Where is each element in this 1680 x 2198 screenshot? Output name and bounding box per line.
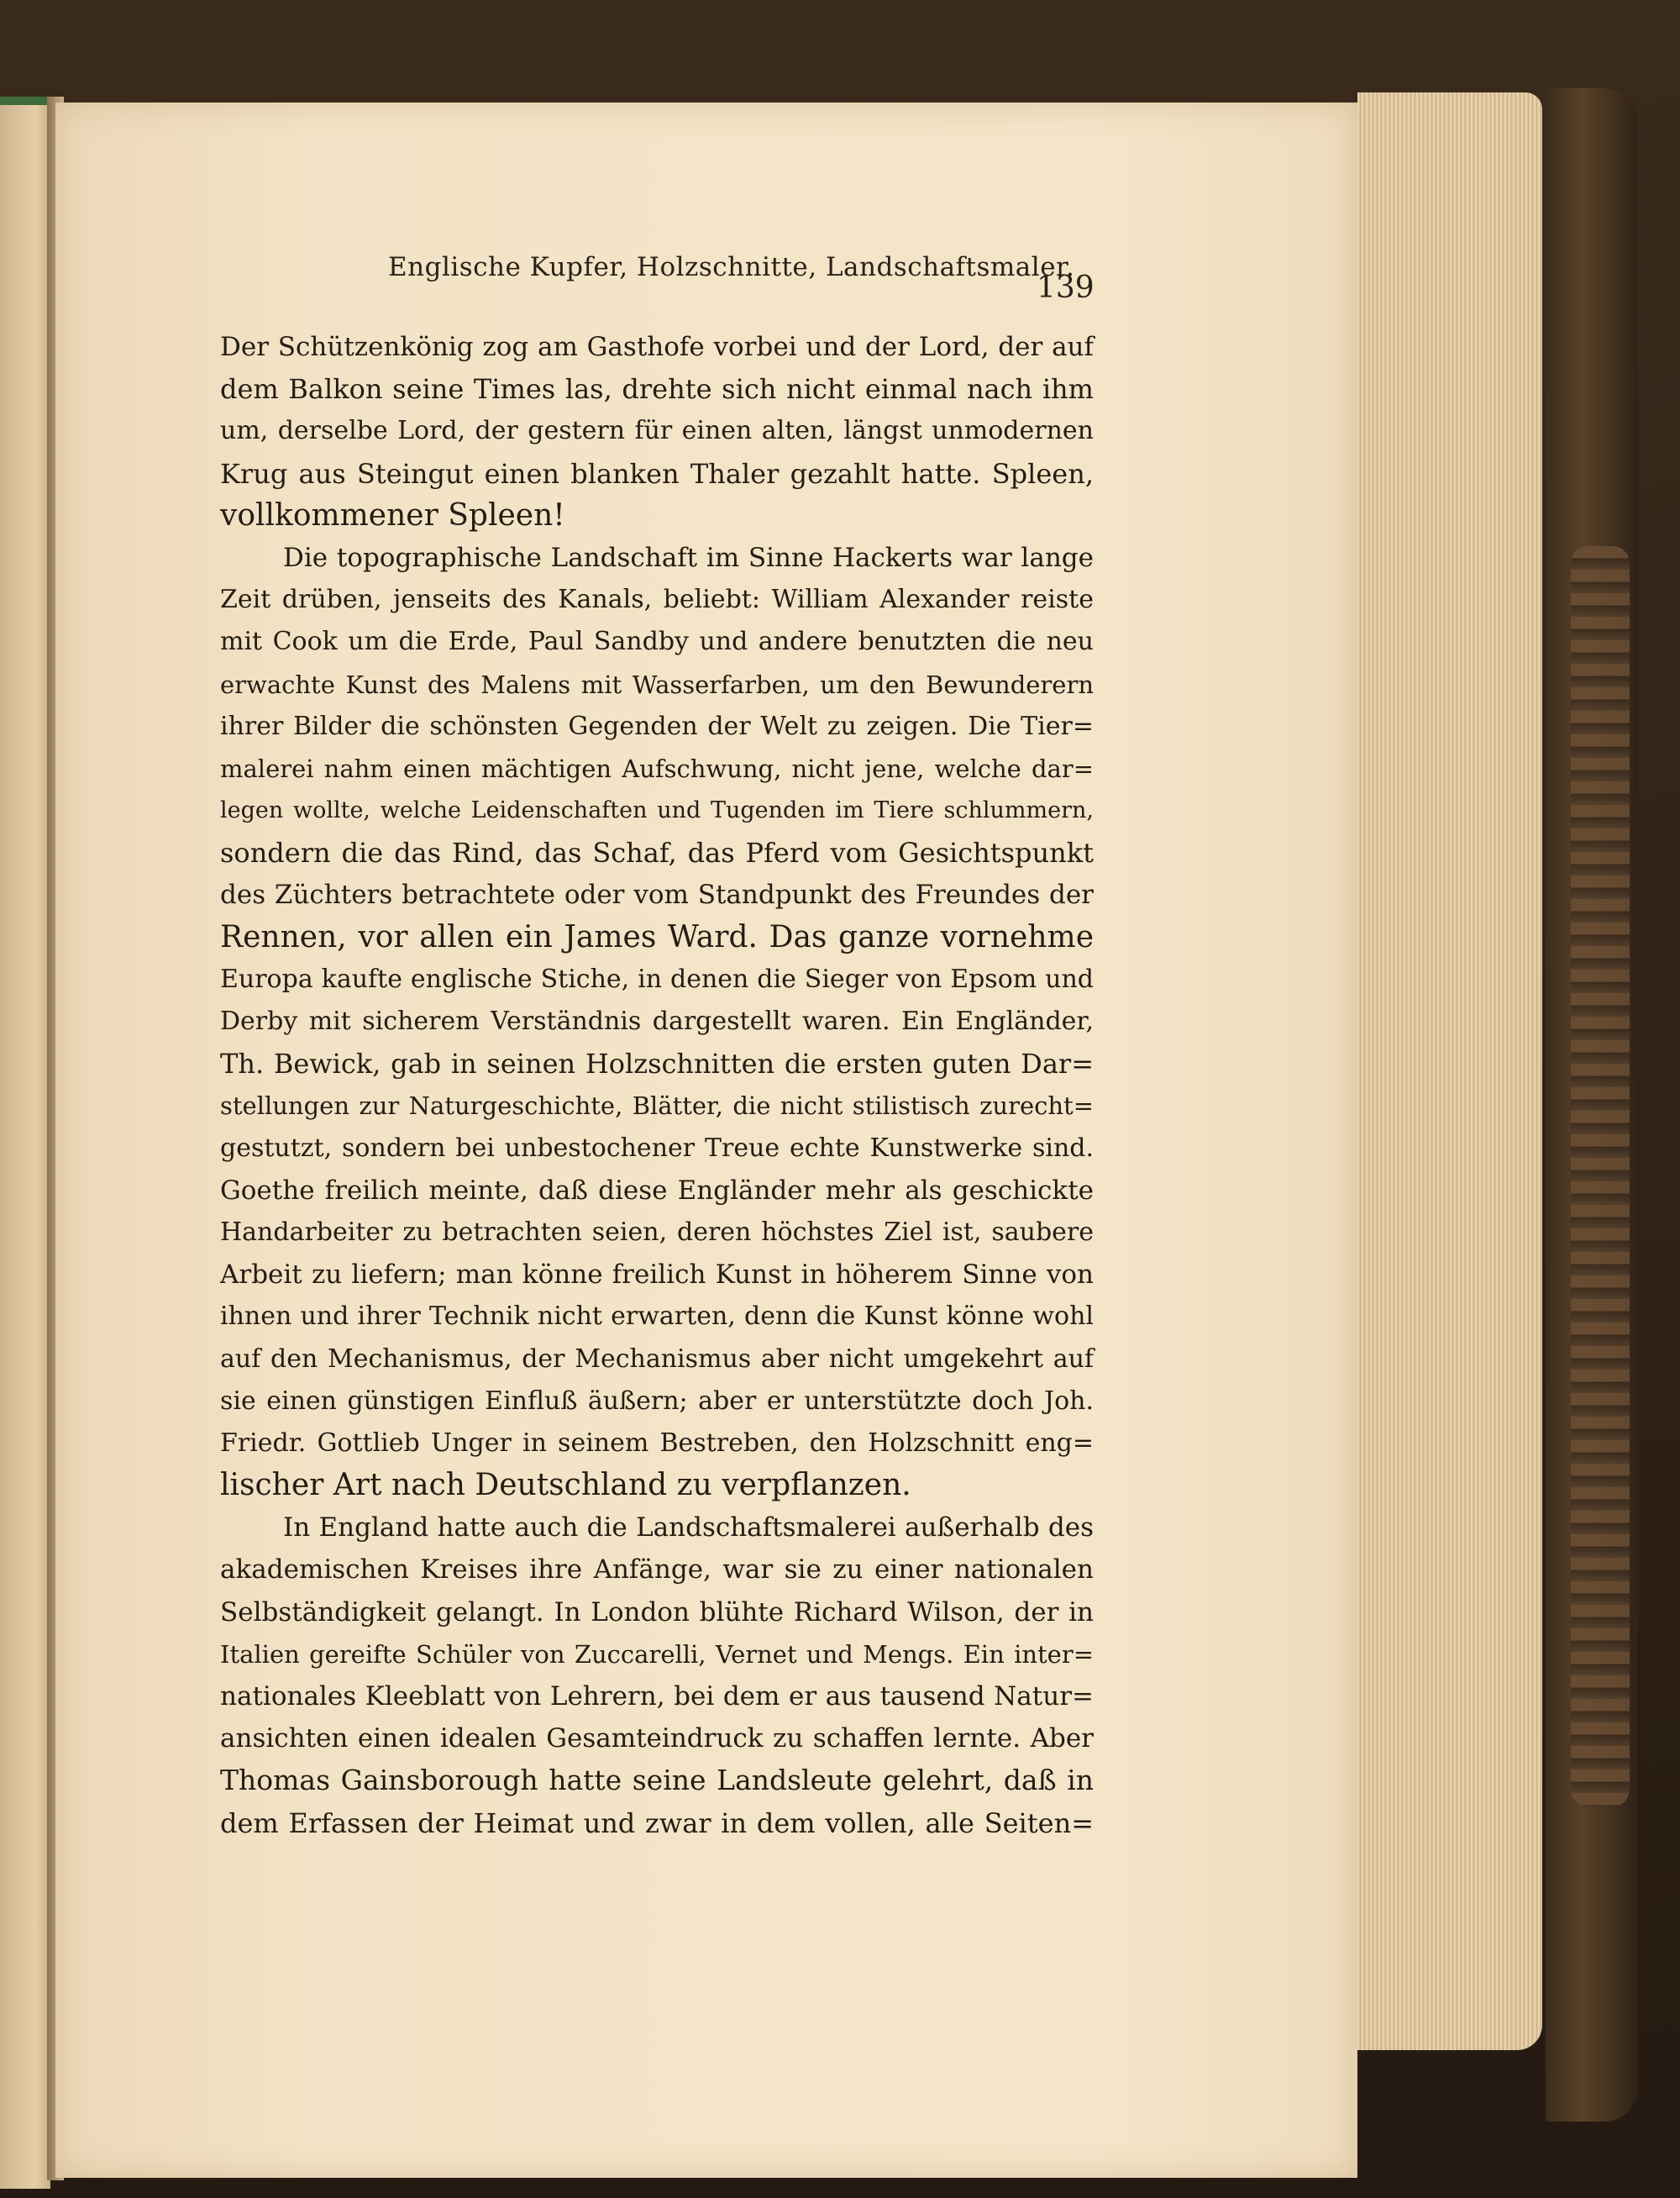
text-line: lischer Art nach Deutschland zu verpflanzen. [220,1468,911,1503]
text-line: Goethe freilich meinte, daß diese Engländer mehr als geschickte [220,1175,1094,1206]
text-line: Thomas Gainsborough hatte seine Landsleute gelehrt, daß in [220,1764,1094,1797]
text-line: nationales Kleeblatt von Lehrern, bei dem er aus tausend Natur= [220,1681,1094,1712]
text-line: sondern die das Rind, das Schaf, das Pferd vom Gesichtspunkt [220,837,1094,870]
text-line: mit Cook um die Erde, Paul Sandby und andere benutzten die neu [220,627,1094,657]
text-line: auf den Mechanismus, der Mechanismus aber nicht umgekehrt auf [220,1344,1094,1374]
running-head: Englische Kupfer, Holzschnitte, Landschaftsmaler. [388,252,1075,282]
text-line: Handarbeiter zu betrachten seien, deren höchstes Ziel ist, saubere [220,1217,1094,1247]
text-line: vollkommener Spleen! [220,497,565,533]
text-line: sie einen günstigen Einfluß äußern; aber er unterstützte doch Joh. [220,1386,1094,1416]
text-line: Th. Bewick, gab in seinen Holzschnitten die ersten guten Dar= [220,1048,1094,1081]
page-number: 139 [1037,271,1095,305]
text-line: Die topographische Landschaft im Sinne Hackerts war lange [283,542,1094,573]
body-text [220,326,1094,1844]
text-line: Selbständigkeit gelangt. In London blühte Richard Wilson, der in [220,1596,1094,1627]
text-line: Der Schützenkönig zog am Gasthofe vorbei und der Lord, der auf [220,332,1094,362]
text-line: akademischen Kreises ihre Anfänge, war sie zu einer nationalen [220,1554,1094,1585]
text-line: dem Erfassen der Heimat und zwar in dem vollen, alle Seiten= [220,1806,1094,1839]
marbled-cover-pattern [1571,546,1630,1806]
text-line: dem Balkon seine Times las, drehte sich nicht einmal nach ihm [220,373,1094,406]
text-line: ihrer Bilder die schönsten Gegenden der Welt zu zeigen. Die Tier= [220,711,1094,741]
text-line: Rennen, vor allen ein James Ward. Das ganze vornehme [220,919,1094,954]
text-line: Arbeit zu liefern; man könne freilich Kunst in höherem Sinne von [220,1259,1094,1291]
text-line: des Züchters betrachtete oder vom Standpunkt des Freundes der [220,880,1094,911]
facing-page-edge [0,97,50,2189]
page-block-edges [1357,92,1542,2050]
text-line: Italien gereifte Schüler von Zuccarelli, Vernet und Mengs. Ein inter= [220,1639,1094,1669]
text-line: ansichten einen idealen Gesamteindruck zu schaffen lernte. Aber [220,1723,1094,1754]
text-line: ihnen und ihrer Technik nicht erwarten, denn die Kunst könne wohl [220,1301,1094,1332]
text-line: stellungen zur Naturgeschichte, Blätter, die nicht stilistisch zurecht= [220,1091,1094,1121]
text-line: In England hatte auch die Landschaftsmalerei außerhalb des [283,1512,1094,1543]
text-line: Zeit drüben, jenseits des Kanals, beliebt: William Alexander reiste [220,585,1094,615]
text-line: legen wollte, welche Leidenschaften und Tugenden im Tiere schlummern, [220,797,1094,824]
text-line: erwachte Kunst des Malens mit Wasserfarben, um den Bewunderern [220,670,1094,699]
text-line: gestutzt, sondern bei unbestochener Treue echte Kunstwerke sind. [220,1133,1094,1163]
text-line: Krug aus Steingut einen blanken Thaler gezahlt hatte. Spleen, [220,457,1094,490]
text-line: um, derselbe Lord, der gestern für einen alten, längst unmodernen [220,416,1094,446]
text-line: Derby mit sicherem Verständnis dargestellt waren. Ein Engländer, [220,1007,1094,1036]
text-line: malerei nahm einen mächtigen Aufschwung, nicht jene, welche dar= [220,754,1094,783]
text-line: Friedr. Gottlieb Unger in seinem Bestreben, den Holzschnitt eng= [220,1428,1094,1458]
text-line: Europa kaufte englische Stiche, in denen die Sieger von Epsom und [220,964,1094,994]
